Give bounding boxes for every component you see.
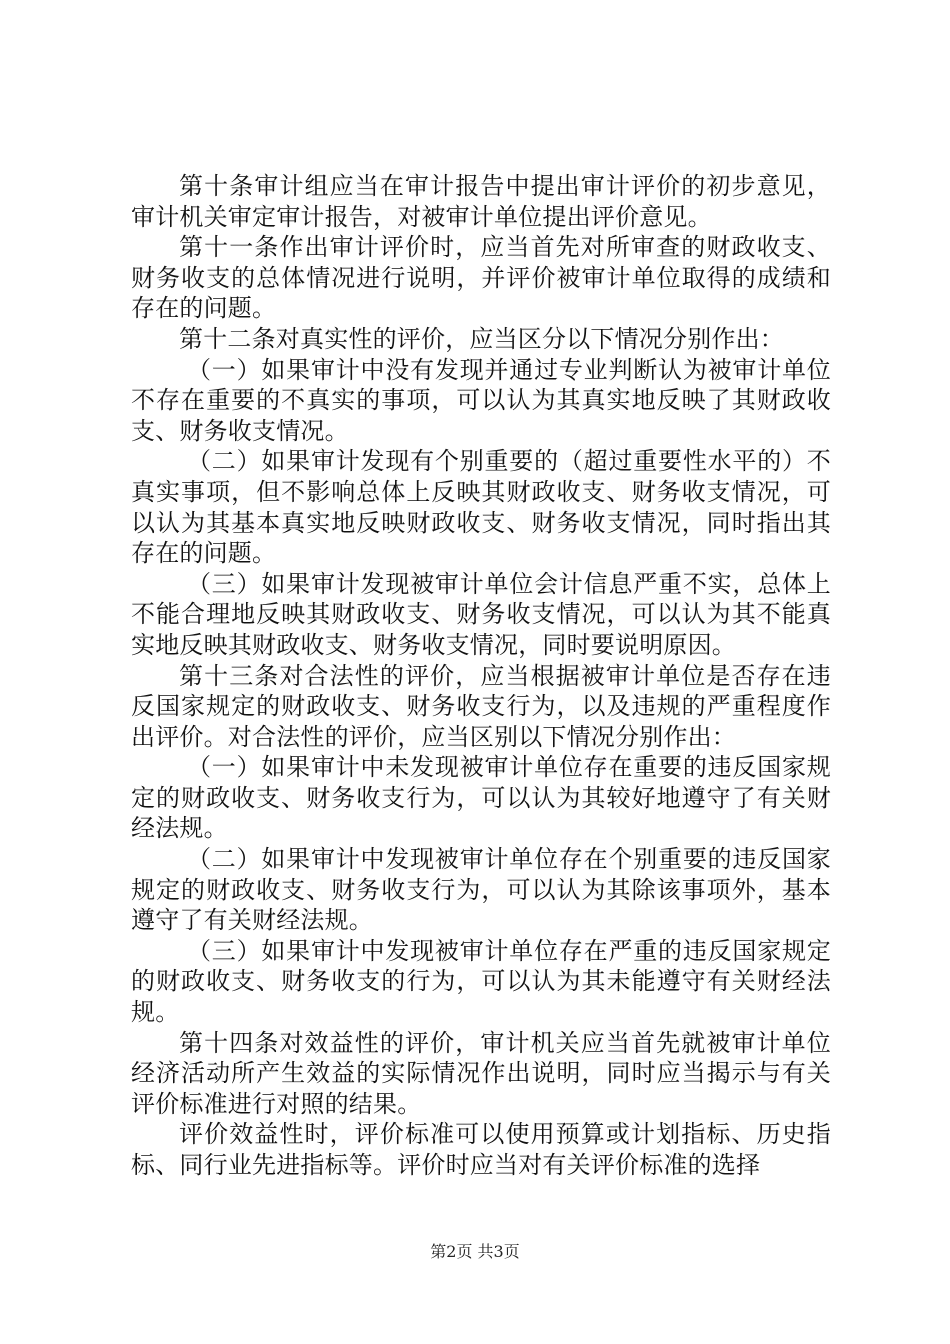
paragraph-article-11: 第十一条作出审计评价时，应当首先对所审查的财政收支、财务收支的总体情况进行说明，并评价被审计单位取得的成绩和存在的问题。	[131, 233, 831, 323]
paragraph-item-13-1: （一）如果审计中未发现被审计单位存在重要的违反国家规定的财政收支、财务收支行为，可以认为其较好地遵守了有关财经法规。	[131, 753, 831, 843]
page-number-label: 第2页 共3页	[430, 1242, 520, 1261]
paragraph-item-12-3: （三）如果审计发现被审计单位会计信息严重不实，总体上不能合理地反映其财政收支、财务收支情况，可以认为其不能真实地反映其财政收支、财务收支情况，同时要说明原因。	[131, 569, 831, 659]
document-body	[131, 171, 831, 1181]
paragraph-item-13-3: （三）如果审计中发现被审计单位存在严重的违反国家规定的财政收支、财务收支的行为，可以认为其未能遵守有关财经法规。	[131, 936, 831, 1027]
paragraph-efficiency-criteria: 评价效益性时，评价标准可以使用预算或计划指标、历史指标、同行业先进指标等。评价时应当对有关评价标准的选择	[131, 1120, 831, 1179]
paragraph-article-13: 第十三条对合法性的评价，应当根据被审计单位是否存在违反国家规定的财政收支、财务收支行为，以及违规的严重程度作出评价。对合法性的评价，应当区别以下情况分别作出：	[131, 661, 831, 751]
paragraph-article-10: 第十条审计组应当在审计报告中提出审计评价的初步意见，审计机关审定审计报告，对被审计单位提出评价意见。	[131, 172, 831, 231]
page-footer	[0, 1242, 950, 1262]
paragraph-item-12-1: （一）如果审计中没有发现并通过专业判断认为被审计单位不存在重要的不真实的事项，可以认为其真实地反映了其财政收支、财务收支情况。	[131, 355, 831, 445]
paragraph-article-14: 第十四条对效益性的评价，审计机关应当首先就被审计单位经济活动所产生效益的实际情况作出说明，同时应当揭示与有关评价标准进行对照的结果。	[131, 1028, 831, 1118]
paragraph-item-12-2: （二）如果审计发现有个别重要的（超过重要性水平的）不真实事项，但不影响总体上反映其财政收支、财务收支情况，可以认为其基本真实地反映财政收支、财务收支情况，同时指出其存在的问题。	[131, 447, 831, 568]
paragraph-article-12: 第十二条对真实性的评价，应当区分以下情况分别作出：	[179, 324, 784, 353]
paragraph-item-13-2: （二）如果审计中发现被审计单位存在个别重要的违反国家规定的财政收支、财务收支行为，可以认为其除该事项外，基本遵守了有关财经法规。	[131, 845, 831, 935]
